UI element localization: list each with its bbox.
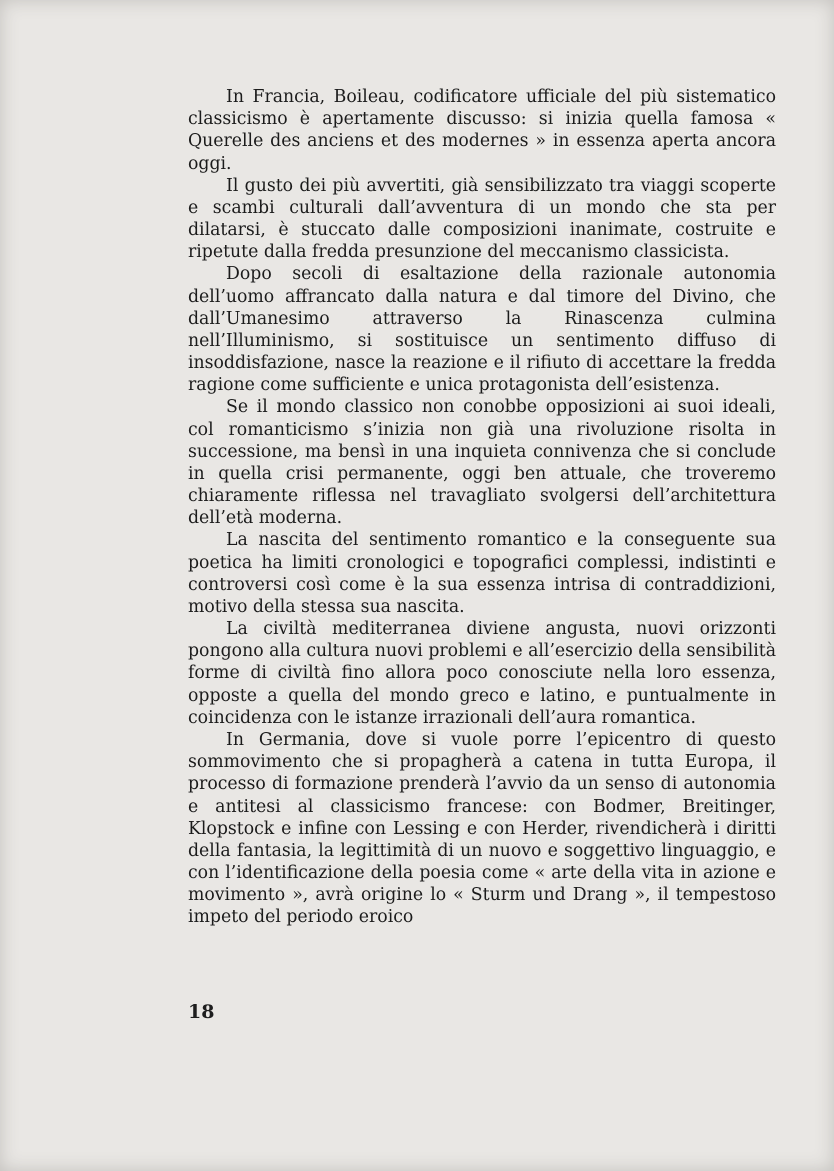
paragraph-germania: In Germania, dove si vuole porre l’epicentro di questo sommovimento che si propagherà a catena in tutta Europa, il processo di formazione prenderà l’avvio da un senso di autonomia e antitesi al classicismo francese: con Bodmer, Breitinger, Klopstock e infine con Lessing e con Herder, rivendicherà i diritti della fantasia, la legittimità di un nuovo e soggettivo linguaggio, e con l’identificazione della poesia come « arte della vita in azione e movimento », avrà origine lo « Sturm und Drang », il tempestoso impeto del periodo eroico (188, 729, 776, 928)
body-text (188, 86, 776, 929)
paragraph-gusto: Il gusto dei più avvertiti, già sensibilizzato tra viaggi scoperte e scambi culturali dall’avventura di un mondo che sta per dilatarsi, è stuccato dalle composizioni inanimate, costruite e ripetute dalla fredda presunzione del meccanismo classicista. (188, 175, 776, 263)
paragraph-esaltazione: Dopo secoli di esaltazione della razionale autonomia dell’uomo affrancato dalla natura e dal timore del Divino, che dall’Umanesimo attraverso la Rinascenza culmina nell’Illuminismo, si sostituisce un sentimento diffuso di insoddisfazione, nasce la reazione e il rifiuto di accettare la fredda ragione come sufficiente e unica protagonista dell’esistenza. (188, 264, 776, 396)
page-number: 18 (188, 1001, 215, 1023)
paragraph-civilta: La civiltà mediterranea diviene angusta, nuovi orizzonti pongono alla cultura nuovi problemi e all’esercizio della sensibilità forme di civiltà fino allora poco conosciute nella loro essenza, opposte a quella del mondo greco e latino, e puntualmente in coincidenza con le istanze irrazionali dell’aura romantica. (188, 619, 776, 728)
paragraph-nascita: La nascita del sentimento romantico e la conseguente sua poetica ha limiti cronologici e topografici complessi, indistinti e controversi così come è la sua essenza intrisa di contraddizioni, motivo della stessa sua nascita. (188, 530, 776, 617)
paragraph-romanticismo: Se il mondo classico non conobbe opposizioni ai suoi ideali, col romanticismo s’inizia non già una rivoluzione risolta in successione, ma bensì in una inquieta connivenza che si conclude in quella crisi permanente, oggi ben attuale, che troveremo chiaramente riflessa nel travagliato svolgersi dell’architettura dell’età moderna. (188, 397, 776, 529)
paragraph-boileau: In Francia, Boileau, codificatore ufficiale del più sistematico classicismo è apertamente discusso: si inizia quella famosa « Querelle des anciens et des modernes » in essenza aperta ancora oggi. (188, 87, 776, 174)
